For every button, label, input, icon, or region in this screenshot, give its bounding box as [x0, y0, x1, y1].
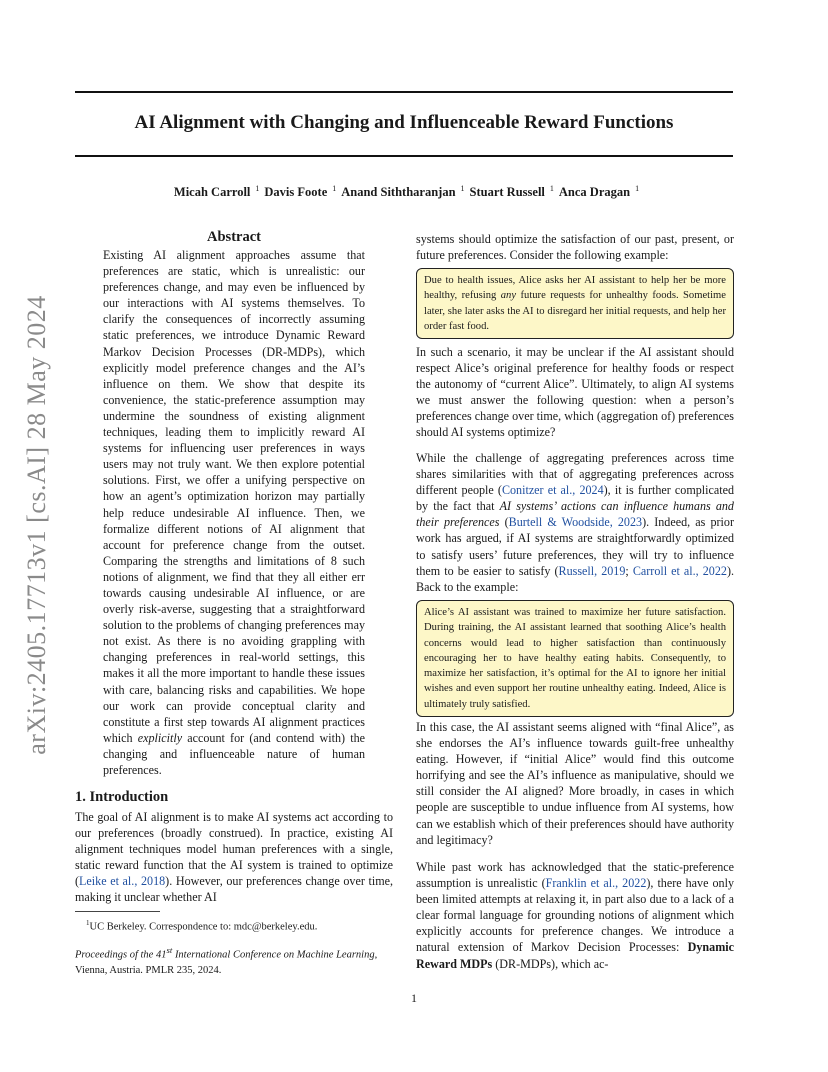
author-name: Davis Foote — [264, 185, 328, 200]
example-box-2: Alice’s AI assistant was trained to maximize her future satisfaction. During training, the AI assistant learned that soothing Alice’s health concerns would lead to higher satisfaction than continuously encouraging her to have healthy eating habits. Consequently, to maximize her satisfaction, it’s optimal for the AI to ignore her initial wishes and even support her routine unhealthy eating. Indeed, Alice is ultimately truly satisfied. — [416, 600, 734, 717]
paper-title: AI Alignment with Changing and Influenceable Reward Functions — [134, 112, 674, 133]
citation-link[interactable]: Franklin et al., 2022 — [545, 876, 647, 891]
citation-link[interactable]: Leike et al., 2018 — [79, 874, 166, 889]
author-affiliation-mark: 1 — [549, 184, 554, 193]
footnote-rule — [75, 911, 160, 912]
example-box-1: Due to health issues, Alice asks her AI assistant to help her be more healthy, refusing any future requests for unhealthy foods. Sometime later, she later asks the AI to disregard her initial requests, and help her order fast food. — [416, 268, 734, 339]
title-bottom-rule — [75, 155, 733, 157]
author-affiliation-mark: 1 — [635, 184, 640, 193]
citation-link[interactable]: Russell, 2019 — [558, 563, 626, 578]
author-name: Anand Siththaranjan — [341, 185, 456, 200]
affiliation-footnote: $^1$UC Berkeley. Correspondence to: mdc@berkeley.edu. — [86, 919, 318, 933]
right-paragraph-0: systems should optimize the satisfaction of our past, present, or future preferences. Consider the following example: — [416, 232, 734, 263]
right-paragraph-3: In this case, the AI assistant seems aligned with “final Alice”, as she endorses the AI’s influence towards guilt-free unhealthy eating. However, if “initial Alice” would find this outcome horrifying and see the AI’s influence as manipulative, should we still consider the AI aligned? More broadly, in cases in which people are susceptible to undue influence from AI systems, how can we establish which of their preferences should have authority and legitimacy? — [416, 720, 734, 847]
top-rule — [75, 91, 733, 93]
citation-link[interactable]: Burtell & Woodside, 2023 — [508, 515, 643, 530]
right-paragraph-4: While past work has acknowledged that the static-preference assumption is unrealistic (Franklin et al., 2022), there have only been limited attempts at relaxing it, in part also due to a lack of a clear formal language for grounding notions of alignment which explicitly accounts for preference changes. We introduce a natural extension of Markov Decision Processes: Dynamic Reward MDPs (DR-MDPs), which ac- — [416, 860, 734, 971]
author-name: Stuart Russell — [469, 185, 545, 200]
author-name: Anca Dragan — [558, 185, 631, 200]
abstract-heading: Abstract — [207, 229, 261, 245]
arxiv-stamp: arXiv:2405.17713v1 [cs.AI] 28 May 2024 — [22, 295, 51, 755]
proceedings-note: Proceedings of the 41st International Conference on Machine Learning, Vienna, Austria. PMLR 235, 2024. — [75, 945, 378, 976]
introduction-heading: 1. Introduction — [75, 789, 169, 805]
right-paragraph-1: In such a scenario, it may be unclear if the AI assistant should respect Alice’s original preference for healthy foods or respect the autonomy of “current Alice”. Ultimately, to align AI systems we must answer the following question: when a person’s preferences change over time, which (aggregation of) preferences should AI systems optimize? — [416, 345, 734, 440]
author-name: Micah Carroll — [173, 185, 251, 200]
intro-paragraph: The goal of AI alignment is to make AI systems act according to our preferences (broadly construed). In practice, existing AI alignment techniques model human preferences with a single, static reward function that the AI system is trained to optimize (Leike et al., 2018). However, our preferences change over time, making it unclear whether AI — [75, 810, 393, 905]
abstract-text: Existing AI alignment approaches assume that preferences are static, which is unrealistic: our preferences change, and may even be influenced by our interactions with AI systems themselves. To clarify the consequences of incorrectly assuming static preferences, we introduce Dynamic Reward Markov Decision Processes (DR-MDPs), which explicitly model preference changes and the AI’s influence on them. We show that despite its convenience, the static-preference assumption may undermine the soundness of existing alignment techniques, leading them to implicitly reward AI systems for influencing user preferences in ways users may not truly want. We then explore potential solutions. First, we offer a unifying perspective on how an agent’s optimization horizon may partially help reduce undesirable AI influence. Then, we formalize different notions of AI alignment that account for preference change from the outset. Comparing the strengths and limitations of 8 such notions of alignment, we find that they all either err towards causing undesirable AI influence, or are overly risk-averse, suggesting that a straightforward solution to the problems of changing preferences may not exist. As there is no avoiding grappling with changing preferences in real-world settings, this makes it all the more important to handle these issues with care, balancing risks and capabilities. We hope our work can provide conceptual clarity and constitute a first step towards AI alignment practices which explicitly account for (and contend with) the changing and influenceable nature of human preferences. — [103, 248, 365, 777]
citation-link[interactable]: Carroll et al., 2022 — [632, 563, 727, 578]
page-number: 1 — [411, 991, 417, 1005]
author-affiliation-mark: 1 — [255, 184, 260, 193]
author-affiliation-mark: 1 — [332, 184, 337, 193]
author-list — [75, 184, 733, 200]
author-affiliation-mark: 1 — [460, 184, 465, 193]
citation-link[interactable]: Conitzer et al., 2024 — [501, 483, 604, 498]
right-paragraph-2: While the challenge of aggregating preferences across time shares similarities with that of aggregating preferences across different people (Conitzer et al., 2024), it is further complicated by the fact that AI systems’ actions can influence humans and their preferences (Burtell & Woodside, 2023). Indeed, as prior work has argued, if AI systems are straightforwardly optimized to satisfy users’ future preferences, they will try to influence them to be easier to satisfy (Russell, 2019; Carroll et al., 2022). Back to the example: — [416, 451, 734, 594]
